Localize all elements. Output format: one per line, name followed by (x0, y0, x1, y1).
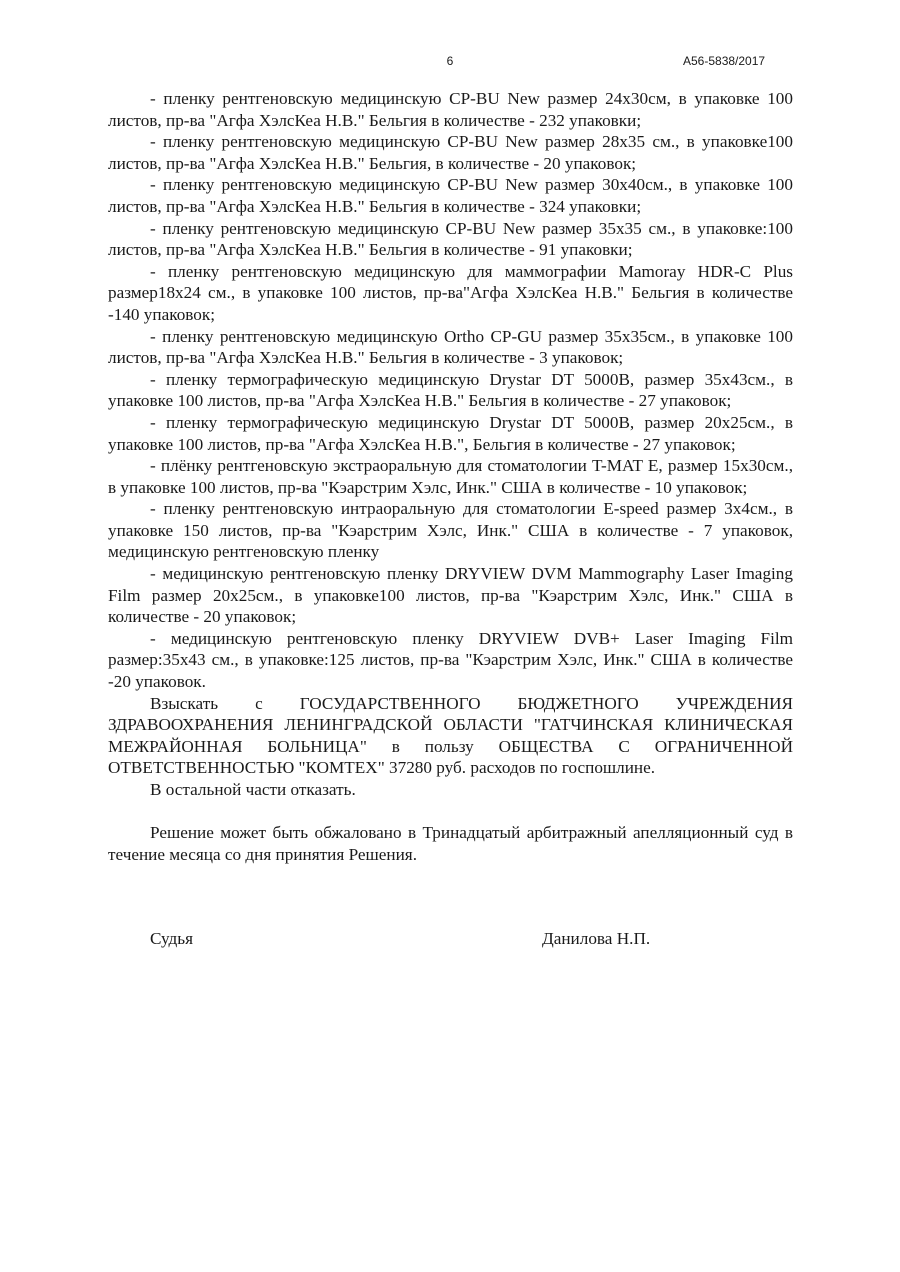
item-paragraph-12: - медицинскую рентгеновскую пленку DRYVIEW DVB+ Laser Imaging Film размер:35х43 см., в упаковке:125 листов, пр-ва "Кэарстрим Хэлс, Инк." США в количестве -20 упаковок. (108, 628, 793, 692)
item-paragraph-8: - пленку термографическую медицинскую Drystar DT 5000B, размер 20х25см., в упаковке 100 листов, пр-ва "Агфа ХэлсКеа Н.В.", Бельгия в количестве - 27 упаковок; (108, 412, 793, 454)
item-paragraph-1: - пленку рентгеновскую медицинскую CP-BU New размер 24х30см, в упаковке 100 листов, пр-ва "Агфа ХэлсКеа Н.В." Бельгия в количестве - 232 упаковки; (108, 89, 793, 130)
item-paragraph-7: - пленку термографическую медицинскую Drystar DT 5000B, размер 35х43см., в упаковке 100 листов, пр-ва "Агфа ХэлсКеа Н.В." Бельгия в количестве - 27 упаковок; (108, 369, 793, 411)
appeal-paragraph: Решение может быть обжаловано в Тринадцатый арбитражный апелляционный суд в течение месяца со дня принятия Решения. (108, 823, 793, 864)
recover-paragraph: Взыскать с ГОСУДАРСТВЕННОГО БЮДЖЕТНОГО УЧРЕЖДЕНИЯ ЗДРАВООХРАНЕНИЯ ЛЕНИНГРАДСКОЙ ОБЛАСТИ "ГАТЧИНСКАЯ КЛИНИЧЕСКАЯ МЕЖРАЙОННАЯ БОЛЬНИЦА" в пользу ОБЩЕСТВА С ОГРАНИЧЕННОЙ ОТВЕТСТВЕННОСТЬЮ "КОМТЕХ" 37280 руб. расходов по госпошлине. (108, 693, 793, 778)
item-paragraph-6: - пленку рентгеновскую медицинскую Ortho CP-GU размер 35х35см., в упаковке 100 листов, пр-ва "Агфа ХэлсКеа Н.В." Бельгия в количестве - 3 упаковок; (108, 326, 793, 368)
item-paragraph-10: - пленку рентгеновскую интраоральную для стоматологии E-speed размер 3х4см., в упаковке 150 листов, пр-ва "Кэарстрим Хэлс, Инк." США в количестве - 7 упаковок, медицинскую рентгеновскую пленку (108, 499, 793, 562)
item-paragraph-5: - пленку рентгеновскую медицинскую для маммографии Mamoray HDR-C Plus размер18х24 см., в упаковке 100 листов, пр-ва"Агфа ХэлсКеа Н.В." Бельгия в количестве -140 упаковок; (108, 261, 793, 324)
paragraph-spacer (108, 801, 793, 823)
refuse-paragraph: В остальной части отказать. (150, 780, 356, 799)
item-paragraph-9: - плёнку рентгеновскую экстраоральную для стоматологии T-MAT E, размер 15х30см., в упаковке 100 листов, пр-ва "Кэарстрим Хэлс, Инк." США в количестве - 10 упаковок; (108, 456, 793, 497)
judge-name: Данилова Н.П. (542, 929, 651, 948)
item-paragraph-2: - пленку рентгеновскую медицинскую CP-BU New размер 28х35 см., в упаковке100 листов, пр-ва "Агфа ХэлсКеа Н.В." Бельгия, в количестве - 20 упаковок; (108, 132, 793, 173)
document-body (108, 88, 793, 865)
page-number: 6 (446, 54, 454, 68)
judge-label: Судья (150, 929, 194, 948)
item-paragraph-11: - медицинскую рентгеновскую пленку DRYVIEW DVM Mammography Laser Imaging Film размер 20х25см., в упаковке100 листов, пр-ва "Кэарстрим Хэлс, Инк." США в количестве - 20 упаковок; (108, 564, 793, 627)
item-paragraph-4: - пленку рентгеновскую медицинскую CP-BU New размер 35х35 см., в упаковке:100 листов, пр-ва "Агфа ХэлсКеа Н.В." Бельгия в количестве - 91 упаковки; (108, 218, 793, 260)
case-number: А56-5838/2017 (683, 54, 766, 68)
item-paragraph-3: - пленку рентгеновскую медицинскую CP-BU New размер 30х40см., в упаковке 100 листов, пр-ва "Агфа ХэлсКеа Н.В." Бельгия в количестве - 324 упаковки; (108, 175, 793, 216)
